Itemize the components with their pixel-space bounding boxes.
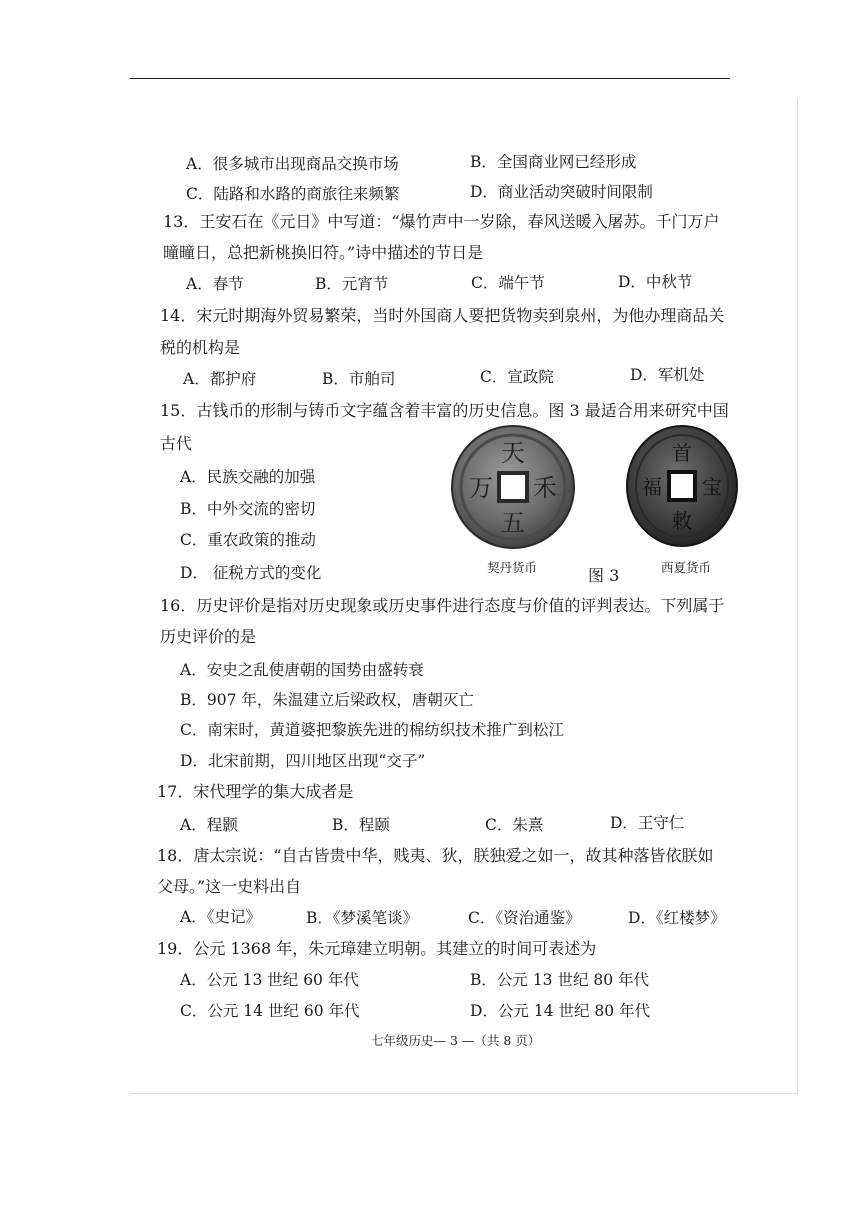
q16-stem: 历史评价的是 <box>160 627 257 646</box>
coin-glyph: 福 <box>642 475 662 499</box>
q13-stem: 13．王安石在《元日》中写道：“爆竹声中一岁除，春风送暖入屠苏。千门万户 <box>163 212 720 231</box>
q14-option-a: A．都护府 <box>183 370 257 388</box>
q17-option-a: A．程颢 <box>180 816 238 834</box>
q19-option-d: D．公元 14 世纪 80 年代 <box>470 1002 651 1020</box>
coin-glyph: 首 <box>672 441 692 465</box>
figure-label: 图 3 <box>588 566 620 585</box>
western-xia-coin-image <box>625 424 739 548</box>
coin1-caption: 契丹货币 <box>487 560 538 575</box>
q15-option-d: D． 征税方式的变化 <box>180 564 322 582</box>
q19-option-a: A．公元 13 世纪 60 年代 <box>180 971 359 989</box>
q16-option-d: D．北宋前期，四川地区出现“交子” <box>180 752 426 770</box>
q14-option-c: C．宣政院 <box>480 368 554 386</box>
q17-option-c: C．朱熹 <box>485 816 544 834</box>
q16-stem: 16．历史评价是指对历史现象或历史事件进行态度与价值的评判表达。下列属于 <box>160 596 725 615</box>
q14-option-d: D．军机处 <box>630 366 705 384</box>
page-footer: 七年级历史— 3 —（共 8 页） <box>371 1033 541 1048</box>
q18-option-b: B．《梦溪笔谈》 <box>306 909 419 927</box>
q12-option-c: C．陆路和水路的商旅往来频繁 <box>186 185 400 203</box>
q19-option-b: B．公元 13 世纪 80 年代 <box>470 971 650 989</box>
q17-option-d: D．王守仁 <box>610 814 685 832</box>
q15-option-b: B．中外交流的密切 <box>180 500 316 518</box>
header-rule <box>130 78 730 79</box>
q16-option-b: B．907 年，朱温建立后梁政权，唐朝灭亡 <box>180 691 474 709</box>
q15-stem: 古代 <box>160 434 193 453</box>
q15-stem: 15．古钱币的形制与铸币文字蕴含着丰富的历史信息。图 3 最适合用来研究中国 <box>160 401 729 420</box>
q18-stem: 父母。”这一史料出自 <box>157 877 302 896</box>
q14-option-b: B．市舶司 <box>322 370 396 388</box>
scan-edge <box>130 1093 798 1094</box>
coin-glyph: 敕 <box>672 509 692 533</box>
q13-option-a: A．春节 <box>186 275 244 293</box>
q14-stem: 税的机构是 <box>160 338 241 357</box>
khitan-coin-image <box>450 424 576 550</box>
coin-glyph: 万 <box>469 474 493 502</box>
q12-option-d: D．商业活动突破时间限制 <box>470 183 653 201</box>
coin-glyph: 宝 <box>702 475 722 499</box>
q13-stem: 曈曈日，总把新桃换旧符。”诗中描述的节日是 <box>163 243 484 262</box>
scan-edge <box>797 100 798 1095</box>
q13-option-b: B．元宵节 <box>315 275 389 293</box>
coin-glyph: 天 <box>501 439 525 467</box>
q16-option-c: C．南宋时，黄道婆把黎族先进的棉纺织技术推广到松江 <box>180 721 564 739</box>
coin-glyph: 五 <box>501 509 525 537</box>
q18-option-c: C．《资治通鉴》 <box>468 909 581 927</box>
coin2-caption: 西夏货币 <box>661 560 712 575</box>
q15-option-c: C．重农政策的推动 <box>180 531 316 549</box>
q19-stem: 19．公元 1368 年，朱元璋建立明朝。其建立的时间可表述为 <box>157 939 597 958</box>
q18-option-d: D．《红楼梦》 <box>628 909 726 927</box>
q12-option-b: B．全国商业网已经形成 <box>470 153 637 171</box>
q15-option-a: A．民族交融的加强 <box>180 468 316 486</box>
q18-option-a: A．《史记》 <box>180 908 261 926</box>
q14-stem: 14．宋元时期海外贸易繁荣，当时外国商人要把货物卖到泉州，为他办理商品关 <box>160 306 725 325</box>
q18-stem: 18．唐太宗说：“自古皆贵中华，贱夷、狄，朕独爱之如一，故其种落皆依朕如 <box>157 846 714 865</box>
q17-stem: 17．宋代理学的集大成者是 <box>157 782 354 801</box>
coin-glyph: 禾 <box>533 474 557 502</box>
q19-option-c: C．公元 14 世纪 60 年代 <box>180 1002 360 1020</box>
q13-option-c: C．端午节 <box>471 274 545 292</box>
q12-option-a: A．很多城市出现商品交换市场 <box>186 155 399 173</box>
q13-option-d: D．中秋节 <box>618 273 693 291</box>
q16-option-a: A．安史之乱使唐朝的国势由盛转衰 <box>180 661 424 679</box>
q17-option-b: B．程颐 <box>332 816 390 834</box>
